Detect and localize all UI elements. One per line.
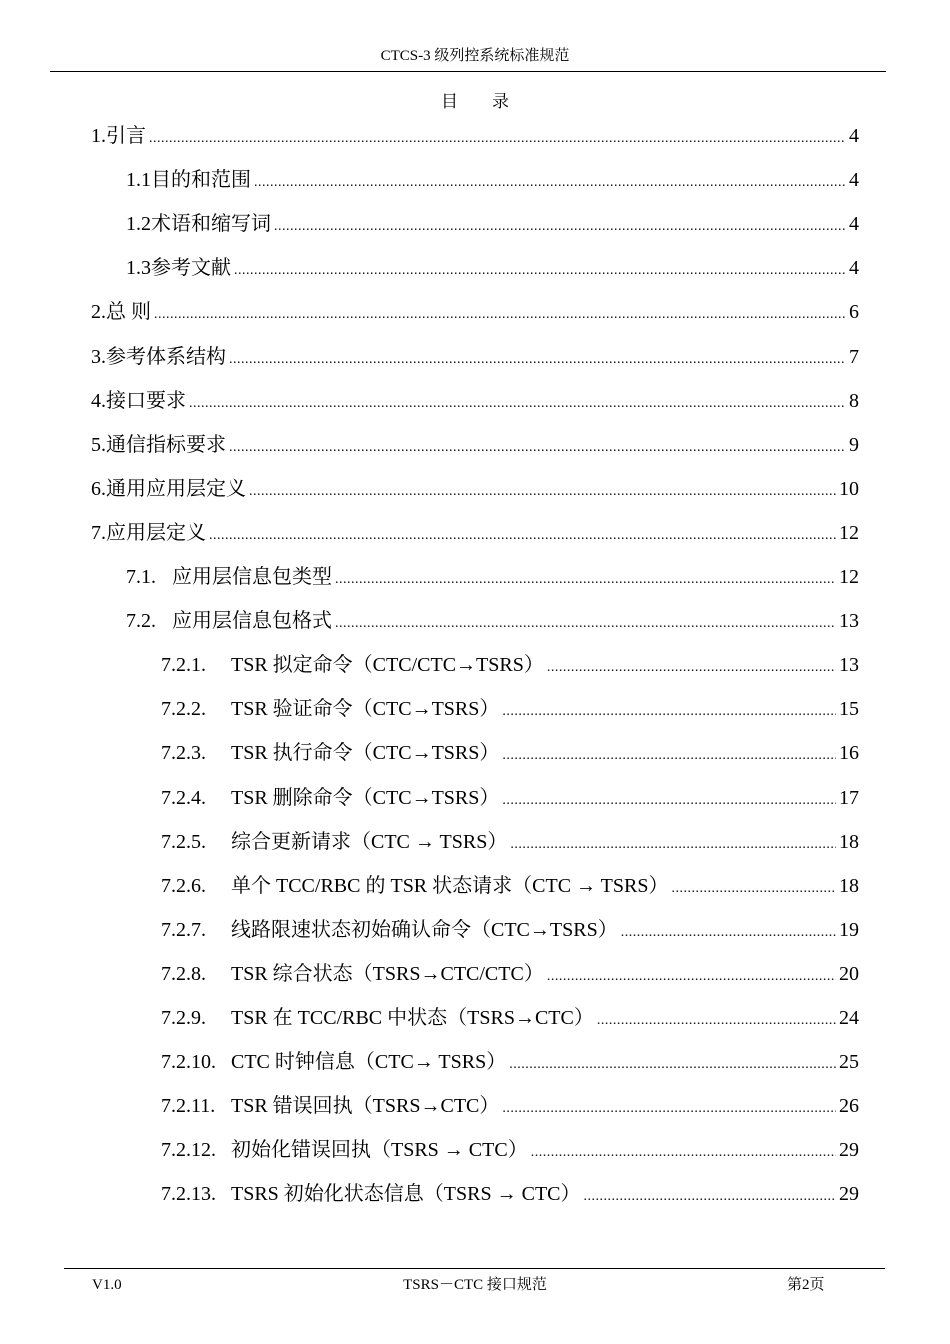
toc-entry-number: 1.3 (126, 257, 151, 280)
toc-entry-number: 3. (91, 345, 106, 368)
footer-page-label: 第2页 (787, 1277, 825, 1293)
toc-entry-title: 通用应用层定义 (106, 477, 246, 500)
toc-dot-leader (597, 1006, 836, 1036)
toc-entry[interactable] (161, 1135, 859, 1165)
toc-entry-title: 引言 (106, 125, 146, 147)
toc-entry-page: 10 (839, 477, 859, 500)
toc-entry-page: 29 (839, 1139, 859, 1162)
toc-entry[interactable] (91, 518, 859, 548)
toc-heading: 目 录 (441, 92, 509, 111)
toc-dot-leader (509, 1050, 836, 1080)
toc-entry[interactable] (161, 1179, 859, 1209)
toc-entry-page: 8 (849, 389, 859, 412)
toc-entry-title: TSR 综合状态（TSRS→CTC/CTC） (231, 962, 544, 985)
toc-entry-title: 应用层定义 (106, 521, 206, 544)
toc-entry[interactable] (161, 650, 859, 680)
toc-entry-number: 7. (91, 521, 106, 544)
toc-dot-leader (254, 168, 846, 198)
footer-divider (64, 1268, 885, 1269)
toc-entry-number: 7.2.12. (161, 1139, 216, 1162)
toc-entry-title: 单个 TCC/RBC 的 TSR 状态请求（CTC → TSRS） (231, 874, 669, 897)
toc-entry-title: 接口要求 (106, 389, 186, 412)
toc-entry[interactable] (161, 1047, 859, 1077)
toc-entry-number: 4. (91, 389, 106, 412)
toc-dot-leader (229, 345, 846, 375)
toc-entry-page: 16 (839, 742, 859, 765)
toc-dot-leader (621, 918, 836, 948)
toc-entry-page: 13 (839, 610, 859, 633)
toc-dot-leader (502, 1094, 836, 1124)
toc-entry[interactable] (161, 871, 859, 901)
toc-entry-number: 7.2.6. (161, 874, 206, 897)
toc-entry-number: 6. (91, 477, 106, 500)
toc-entry[interactable] (91, 386, 859, 416)
toc-entry-page: 4 (849, 125, 859, 147)
toc-entry-number: 7.2.9. (161, 1007, 206, 1029)
toc-entry-title: TSR 在 TCC/RBC 中状态（TSRS→CTC） (231, 1007, 594, 1029)
toc-entry-number: 7.2.4. (161, 786, 206, 809)
toc-dot-leader (531, 1138, 836, 1168)
toc-entry-page: 4 (849, 213, 859, 236)
toc-entry-title: TSR 验证命令（CTC→TSRS） (231, 698, 500, 721)
toc-dot-leader (249, 477, 836, 507)
toc-entry-number: 7.2.8. (161, 962, 206, 985)
toc-entry[interactable] (161, 738, 859, 768)
toc-entry[interactable] (161, 783, 859, 813)
toc-entry-page: 4 (849, 257, 859, 280)
toc-entry-title: TSR 拟定命令（CTC/CTC→TSRS） (231, 654, 544, 677)
toc-entry-title: 通信指标要求 (106, 433, 226, 456)
header-divider (50, 71, 886, 72)
toc-dot-leader (335, 565, 836, 595)
toc-entry-page: 12 (839, 566, 859, 588)
footer-doc-title: TSRS－CTC 接口规范 (403, 1277, 547, 1293)
toc-entry-number: 7.2.5. (161, 830, 206, 853)
toc-entry-number: 7.2.7. (161, 918, 206, 941)
toc-entry-number: 7.2.13. (161, 1183, 216, 1206)
toc-entry[interactable] (161, 959, 859, 989)
toc-entry[interactable] (126, 209, 859, 239)
toc-dot-leader (672, 874, 837, 904)
toc-entry-title: 总 则 (106, 301, 151, 324)
toc-entry-title: 应用层信息包类型 (172, 566, 332, 588)
toc-entry-title: TSR 删除命令（CTC→TSRS） (231, 786, 500, 809)
toc-entry[interactable] (126, 165, 859, 195)
toc-entry-page: 20 (839, 962, 859, 985)
footer-version: V1.0 (92, 1277, 122, 1293)
toc-entry-title: 参考文献 (151, 257, 231, 280)
toc-entry[interactable] (91, 342, 859, 372)
toc-entry-page: 13 (839, 654, 859, 677)
toc-entry-title: 目的和范围 (151, 169, 251, 192)
toc-entry-page: 9 (849, 433, 859, 456)
toc-entry-page: 17 (839, 786, 859, 809)
toc-entry-title: 初始化错误回执（TSRS → CTC） (231, 1139, 528, 1162)
toc-entry-number: 2. (91, 301, 106, 324)
toc-entry[interactable] (161, 1003, 859, 1033)
toc-entry-title: 线路限速状态初始确认命令（CTC→TSRS） (231, 918, 618, 941)
toc-dot-leader (335, 609, 836, 639)
toc-dot-leader (209, 521, 836, 551)
toc-entry[interactable] (91, 430, 859, 460)
toc-dot-leader (584, 1182, 836, 1212)
toc-dot-leader (502, 697, 836, 727)
toc-entry-title: 应用层信息包格式 (172, 610, 332, 633)
toc-entry-page: 26 (839, 1095, 859, 1118)
toc-entry-number: 1.1 (126, 169, 151, 192)
toc-entry[interactable] (126, 562, 859, 592)
toc-entry-page: 4 (849, 169, 859, 192)
toc-entry-number: 5. (91, 433, 106, 456)
toc-entry[interactable] (91, 121, 859, 151)
toc-dot-leader (189, 389, 846, 419)
toc-dot-leader (547, 962, 836, 992)
toc-entry-title: TSR 错误回执（TSRS→CTC） (231, 1095, 500, 1118)
toc-dot-leader (510, 830, 836, 860)
toc-entry[interactable] (161, 1091, 859, 1121)
toc-entry-title: TSR 执行命令（CTC→TSRS） (231, 742, 500, 765)
toc-dot-leader (502, 786, 836, 816)
toc-entry-title: TSRS 初始化状态信息（TSRS → CTC） (231, 1183, 581, 1206)
toc-entry-number: 1. (91, 125, 106, 147)
header-title: CTCS-3 级列控系统标准规范 (380, 48, 570, 64)
toc-entry[interactable] (91, 474, 859, 504)
toc-entry[interactable] (161, 827, 859, 857)
toc-entry-page: 12 (839, 521, 859, 544)
toc-entry[interactable] (126, 606, 859, 636)
toc-entry-number: 7.2.3. (161, 742, 206, 765)
toc-entry-number: 1.2 (126, 213, 151, 236)
toc-entry-page: 19 (839, 918, 859, 941)
toc-entry-number: 7.2.11. (161, 1095, 216, 1118)
toc-entry-number: 7.1. (126, 566, 156, 588)
toc-entry-title: 综合更新请求（CTC → TSRS） (231, 830, 508, 853)
toc-entry-number: 7.2.1. (161, 654, 206, 677)
toc-entry-page: 18 (839, 874, 859, 897)
toc-entry-title: CTC 时钟信息（CTC→ TSRS） (231, 1051, 507, 1074)
toc-entry-page: 25 (839, 1051, 859, 1074)
toc-entry[interactable] (161, 915, 859, 945)
toc-entry-page: 18 (839, 830, 859, 853)
toc-dot-leader (502, 741, 836, 771)
toc-dot-leader (547, 653, 836, 683)
toc-dot-leader (149, 124, 846, 154)
toc-entry-page: 24 (839, 1007, 859, 1029)
toc-entry-page: 15 (839, 698, 859, 721)
toc-entry[interactable] (91, 297, 859, 327)
toc-dot-leader (154, 300, 846, 330)
toc-entry-number: 7.2. (126, 610, 156, 633)
toc-entry-title: 参考体系结构 (106, 345, 226, 368)
toc-dot-leader (234, 256, 846, 286)
toc-dot-leader (274, 212, 846, 242)
toc-entry-number: 7.2.2. (161, 698, 206, 721)
toc-entry-title: 术语和缩写词 (151, 213, 271, 236)
toc-entry[interactable] (126, 253, 859, 283)
toc-entry-page: 29 (839, 1183, 859, 1206)
toc-entry[interactable] (161, 694, 859, 724)
toc-entry-page: 6 (849, 301, 859, 324)
toc-entry-page: 7 (849, 345, 859, 368)
toc-dot-leader (229, 433, 846, 463)
toc-entry-number: 7.2.10. (161, 1051, 216, 1074)
